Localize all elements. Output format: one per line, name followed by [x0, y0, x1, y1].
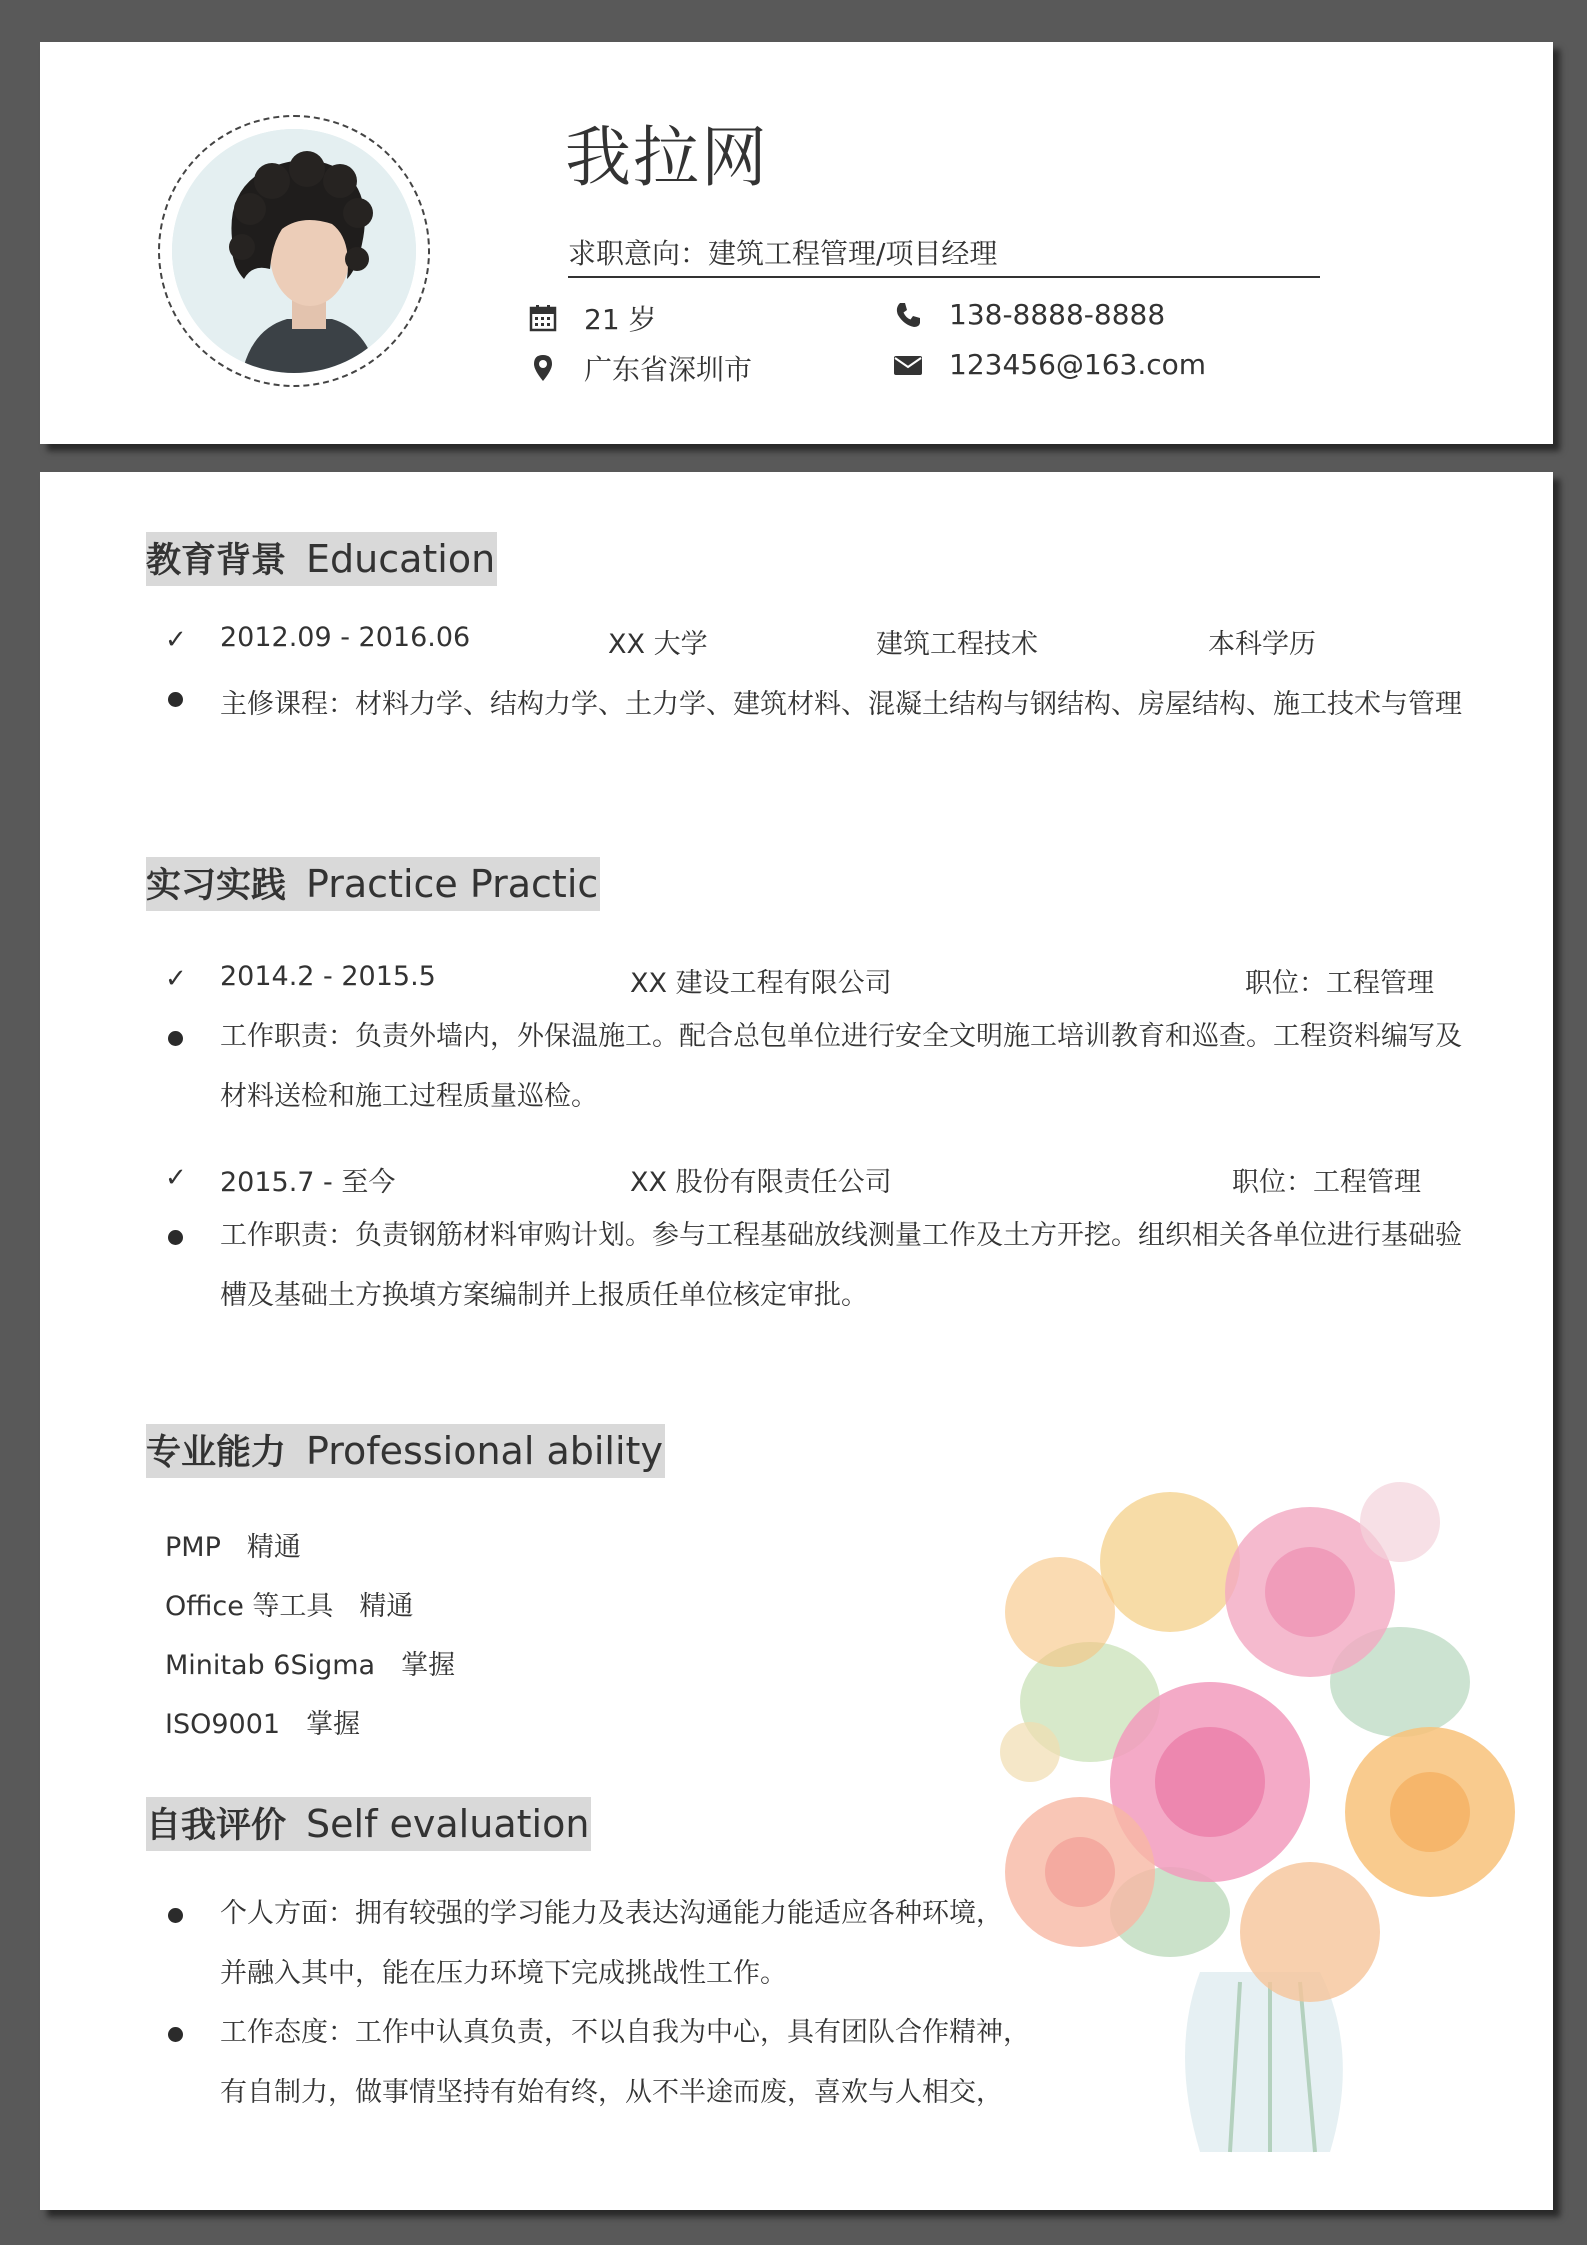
practice-duty-line: 槽及基础土方换填方案编制并上报质任单位核定审批。	[220, 1280, 868, 1311]
avatar-frame	[158, 115, 430, 387]
skill-item	[165, 1525, 301, 1564]
practice-duty	[220, 1206, 1462, 1326]
info-phone	[893, 298, 1165, 331]
avatar	[172, 129, 416, 373]
bullet-icon	[168, 1908, 183, 1923]
practice-duty-line: 工作职责：负责外墙内，外保温施工。配合总包单位进行安全文明施工培训教育和巡查。工程资料编写及	[220, 1021, 1462, 1052]
skill-name: ISO9001	[165, 1709, 281, 1740]
practice-title-zh: 实习实践	[146, 866, 287, 906]
info-age	[528, 298, 657, 338]
practice-period: 2015.7 - 至今	[220, 1167, 396, 1198]
location-pin-icon	[528, 353, 558, 383]
calendar-icon	[528, 303, 558, 333]
education-courses: 主修课程：材料力学、结构力学、土力学、建筑材料、混凝土结构与钢结构、房屋结构、施工技术与管理	[220, 689, 1462, 720]
skill-level: 掌握	[401, 1650, 456, 1681]
practice-duty-line: 工作职责：负责钢筋材料审购计划。参与工程基础放线测量工作及土方开挖。组织相关各单位进行基础验	[220, 1220, 1462, 1251]
skill-item	[165, 1643, 455, 1682]
practice-period: 2014.2 - 2015.5	[220, 961, 436, 992]
practice-duty	[220, 1007, 1462, 1127]
check-icon: ✓	[165, 1163, 187, 1193]
skill-item	[165, 1702, 360, 1741]
skill-level: 掌握	[306, 1709, 361, 1740]
education-title-en: Education	[306, 537, 496, 581]
check-icon: ✓	[165, 625, 187, 655]
practice-duty-line: 材料送检和施工过程质量巡检。	[220, 1081, 598, 1112]
skill-name: Office 等工具	[165, 1591, 334, 1622]
ability-title-en: Professional ability	[306, 1429, 663, 1473]
self-evaluation-item	[220, 1884, 1003, 2004]
skill-name: Minitab 6Sigma	[165, 1650, 376, 1681]
practice-company: XX 股份有限责任公司	[630, 1167, 892, 1198]
self-title-zh: 自我评价	[146, 1806, 287, 1846]
skill-level: 精通	[359, 1591, 414, 1622]
ability-title	[146, 1424, 665, 1478]
avatar-portrait-image	[172, 129, 416, 373]
skill-name: PMP	[165, 1532, 221, 1563]
practice-title	[146, 857, 600, 911]
self-evaluation-line: 工作态度：工作中认真负责，不以自我为中心，具有团队合作精神，	[220, 2017, 1030, 2048]
education-school: XX 大学	[608, 629, 708, 660]
bullet-icon	[168, 692, 183, 707]
self-evaluation-item	[220, 2003, 1030, 2123]
bullet-icon	[168, 2027, 183, 2042]
candidate-name: 我拉网	[565, 119, 769, 196]
practice-position: 职位：工程管理	[1232, 1167, 1421, 1198]
practice-title-en: Practice Practic	[306, 862, 599, 906]
body-card	[40, 472, 1553, 2210]
info-location	[528, 348, 752, 388]
practice-position: 职位：工程管理	[1245, 968, 1434, 999]
skill-item	[165, 1584, 413, 1623]
education-title-zh: 教育背景	[146, 541, 287, 581]
check-icon: ✓	[165, 964, 187, 994]
self-title-en: Self evaluation	[306, 1802, 590, 1846]
envelope-icon	[893, 350, 923, 380]
bullet-icon	[168, 1230, 183, 1245]
skill-level: 精通	[246, 1532, 301, 1563]
ability-title-zh: 专业能力	[146, 1433, 287, 1473]
info-email	[893, 348, 1206, 381]
education-title	[146, 532, 497, 586]
bullet-icon	[168, 1031, 183, 1046]
age-text: 21 岁	[584, 303, 657, 336]
practice-company: XX 建设工程有限公司	[630, 968, 892, 999]
header-card	[40, 42, 1553, 444]
self-evaluation-line: 有自制力，做事情坚持有始有终，从不半途而废，喜欢与人相交，	[220, 2077, 1003, 2108]
job-intent: 求职意向：建筑工程管理/项目经理	[568, 232, 1320, 278]
education-period: 2012.09 - 2016.06	[220, 622, 471, 653]
watercolor-flowers-illustration	[970, 1452, 1530, 2172]
location-text: 广东省深圳市	[584, 353, 753, 386]
phone-icon	[893, 300, 923, 330]
email-text: 123456@163.com	[949, 348, 1207, 381]
self-evaluation-title	[146, 1797, 591, 1851]
education-major: 建筑工程技术	[876, 629, 1038, 660]
self-evaluation-line: 并融入其中，能在压力环境下完成挑战性工作。	[220, 1958, 787, 1989]
self-evaluation-line: 个人方面：拥有较强的学习能力及表达沟通能力能适应各种环境，	[220, 1898, 1003, 1929]
phone-text: 138-8888-8888	[949, 298, 1166, 331]
education-degree: 本科学历	[1208, 629, 1316, 660]
